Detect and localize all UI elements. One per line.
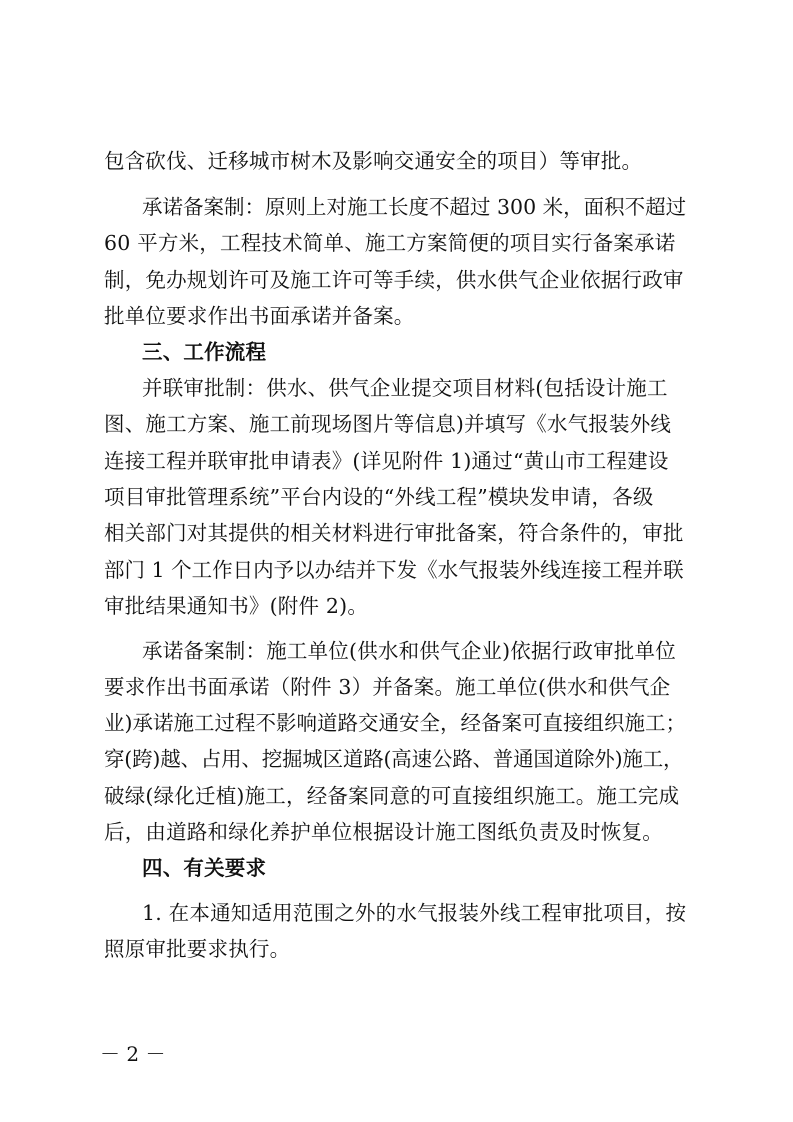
- section-heading: 三、工作流程: [142, 340, 267, 364]
- text-line: 后，由道路和绿化养护单位根据设计施工图纸负责及时恢复。: [104, 820, 663, 844]
- text-line: 连接工程并联审批申请表》(详见附件 1)通过“黄山市工程建设: [104, 449, 669, 473]
- text-line: 要求作出书面承诺（附件 3）并备案。施工单位(供水和供气企: [104, 675, 671, 699]
- text-line: 图、施工方案、施工前现场图片等信息)并填写《水气报装外线: [104, 412, 672, 436]
- text-line: 批单位要求作出书面承诺并备案。: [104, 304, 415, 328]
- text-line: 业)承诺施工过程不影响道路交通安全，经备案可直接组织施工；: [104, 711, 686, 735]
- text-line: 相关部门对其提供的相关材料进行审批备案，符合条件的，审批: [104, 521, 684, 545]
- page-number: － 2 －: [100, 1042, 166, 1066]
- text-line: 破绿(绿化迁植)施工，经备案同意的可直接组织施工。施工完成: [104, 784, 680, 808]
- text-line: 穿(跨)越、占用、挖掘城区道路(高速公路、普通国道除外)施工，: [104, 747, 684, 771]
- text-line: 部门 1 个工作日内予以办结并下发《水气报装外线连接工程并联: [104, 558, 684, 582]
- text-line: 并联审批制：供水、供气企业提交项目材料(包括设计施工: [142, 376, 668, 400]
- text-line: 包含砍伐、迁移城市树木及影响交通安全的项目）等审批。: [104, 149, 643, 173]
- text-line: 60 平方米，工程技术简单、施工方案简便的项目实行备案承诺: [104, 231, 676, 255]
- text-line: 制，免办规划许可及施工许可等手续，供水供气企业依据行政审: [104, 268, 684, 292]
- text-line: 审批结果通知书》(附件 2)。: [104, 594, 369, 618]
- text-line: 项目审批管理系统”平台内设的“外线工程”模块发申请，各级: [104, 485, 654, 509]
- section-heading: 四、有关要求: [142, 856, 267, 880]
- text-line: 承诺备案制：原则上对施工长度不超过 300 米，面积不超过: [142, 195, 687, 219]
- text-line: 1. 在本通知适用范围之外的水气报装外线工程审批项目，按: [142, 901, 687, 925]
- text-line: 承诺备案制：施工单位(供水和供气企业)依据行政审批单位: [142, 639, 676, 663]
- text-line: 照原审批要求执行。: [104, 937, 291, 961]
